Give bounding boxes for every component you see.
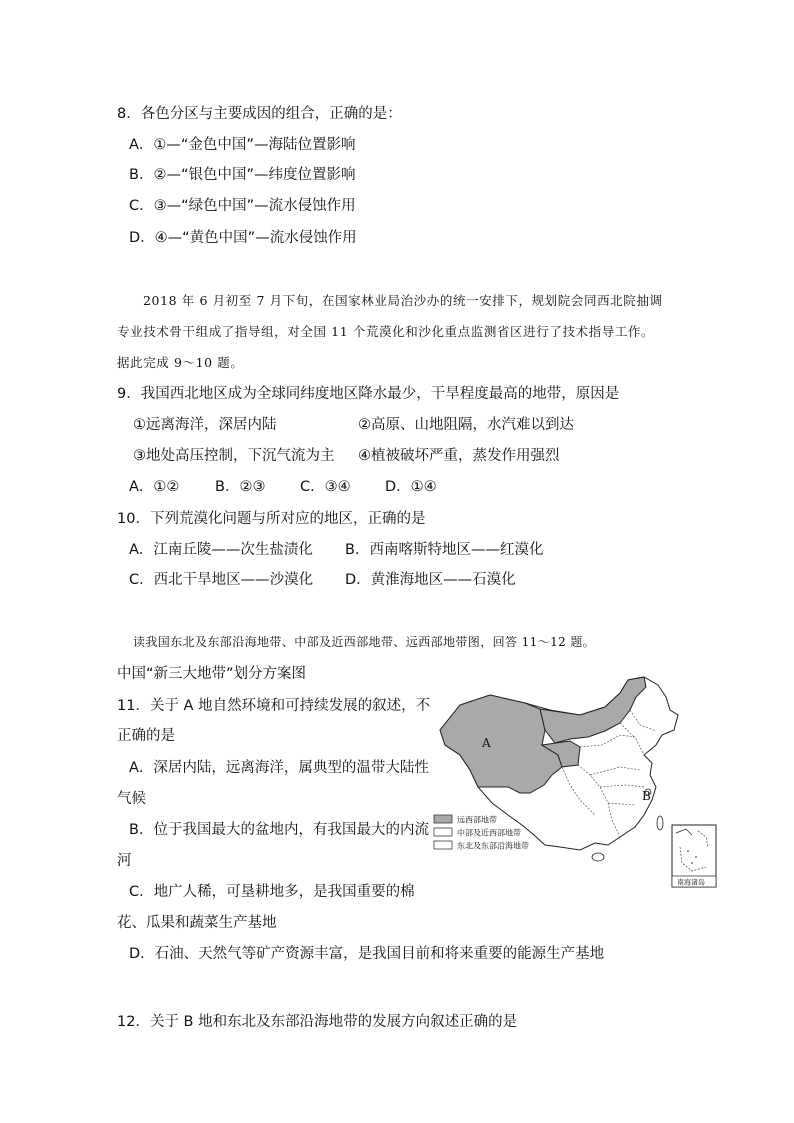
q9-reason-2: ②高原、山地阻隔，水汽难以到达 [358,417,574,433]
q8-option-b: B．②—“银色中国”—纬度位置影响 [129,167,356,183]
legend-swatch-far-west [434,815,452,823]
taiwan-island [657,816,663,830]
q11-option-b-line1: B．位于我国最大的盆地内，有我国最大的内流 [129,822,429,838]
q9-stem: 9．我国西北地区成为全球同纬度地区降水最少，干旱程度最高的地带，原因是 [117,386,620,402]
q10-option-d: D．黄淮海地区——石漠化 [345,572,516,588]
q12-stem: 12．关于 B 地和东北及东部沿海地带的发展方向叙述正确的是 [117,1014,518,1030]
q10-option-b: B．西南喀斯特地区——红漠化 [345,542,544,558]
china-three-zones-map [430,675,720,890]
south-sea-inset [672,825,716,887]
q8-option-d: D．④—“黄色中国”—流水侵蚀作用 [129,230,357,246]
q8-option-a: A．①—“金色中国”—海陆位置影响 [129,137,356,153]
q11-option-a-line1: A．深居内陆，远离海洋，属典型的温带大陆性 [129,760,429,776]
q11-stem-line2: 正确的是 [117,728,175,744]
passage1-line1: 2018 年 6 月初至 7 月下旬，在国家林业局治沙办的统一安排下，规划院会同西北院抽调 [143,293,663,308]
q8-option-c: C．③—“绿色中国”—流水侵蚀作用 [129,198,356,214]
q9-option-b: B．②③ [215,479,266,495]
label-b: B [642,789,651,803]
q10-stem: 10．下列荒漠化问题与所对应的地区，正确的是 [117,511,426,527]
inset-label: 南海诸岛 [677,878,705,887]
hainan-island [592,853,604,861]
map-title: 中国“新三大地带”划分方案图 [117,666,307,682]
passage2-intro: 读我国东北及东部沿海地带、中部及近西部地带、远西部地带图，回答 11～12 题。 [133,635,596,649]
legend-label-far-west: 远西部地带 [457,815,497,825]
q9-reason-3: ③地处高压控制，下沉气流为主 [133,448,335,464]
label-a: A [482,736,491,750]
q11-stem-line1: 11．关于 A 地自然环境和可持续发展的叙述，不 [117,698,431,714]
q11-option-c-line1: C．地广人稀，可垦耕地多，是我国重要的棉 [129,884,415,900]
q9-reason-1: ①远离海洋，深居内陆 [133,417,277,433]
legend-swatch-middle [434,828,452,836]
passage1-line3: 据此完成 9～10 题。 [117,355,244,370]
legend-label-east: 东北及东部沿海地带 [457,841,529,851]
legend-label-middle: 中部及近西部地带 [457,828,521,838]
q10-option-c: C．西北干旱地区——沙漠化 [129,572,314,588]
q9-reason-4: ④植被破坏严重，蒸发作用强烈 [358,448,560,464]
q11-option-b-line2: 河 [117,853,132,869]
legend-swatch-east [434,841,452,849]
q9-option-d: D．①④ [385,479,437,495]
q9-option-c: C．③④ [300,479,351,495]
q8-stem: 8．各色分区与主要成因的组合，正确的是： [117,106,402,122]
passage1-line2: 专业技术骨干组成了指导组，对全国 11 个荒漠化和沙化重点监测省区进行了技术指导工作。 [117,324,655,339]
q11-option-a-line2: 气候 [117,791,146,807]
q11-option-c-line2: 花、瓜果和蔬菜生产基地 [117,915,277,931]
q11-option-d: D．石油、天然气等矿产资源丰富，是我国目前和将来重要的能源生产基地 [129,946,605,962]
q10-option-a: A．江南丘陵——次生盐渍化 [129,542,313,558]
q9-option-a: A．①② [129,479,180,495]
